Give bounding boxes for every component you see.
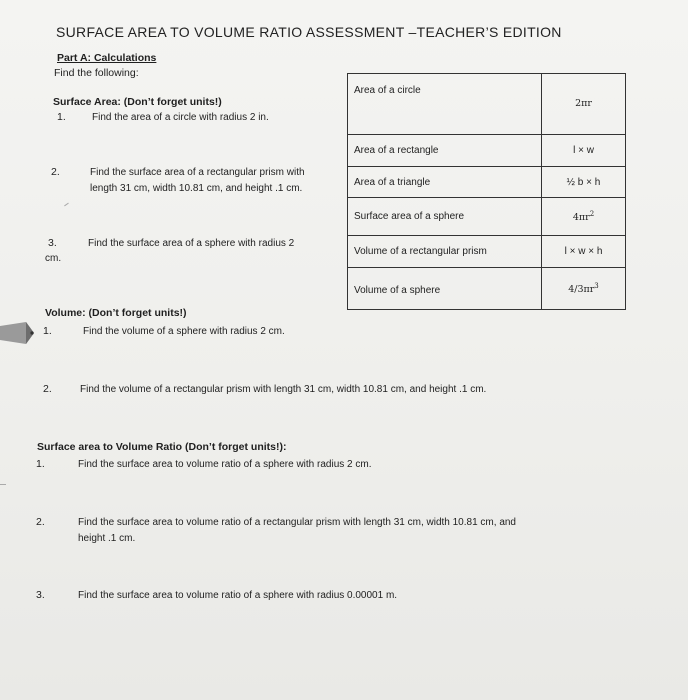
sa-q3-line2: cm.	[45, 253, 62, 264]
shape-cell: Area of a triangle	[348, 166, 542, 198]
shape-cell: Surface area of a sphere	[348, 198, 542, 235]
formula-base: 4πr	[572, 212, 590, 224]
vol-q1-number: 1.	[43, 325, 52, 337]
ratio-q1-number: 1.	[36, 458, 45, 470]
table-row	[348, 74, 626, 135]
formula-cell: l × w	[542, 134, 626, 166]
vol-q2-text: Find the volume of a rectangular prism with length 31 cm, width 10.81 cm, and height .1 cm.	[80, 384, 487, 395]
ratio-q3-text: Find the surface area to volume ratio of a sphere with radius 0.00001 m.	[78, 590, 398, 601]
shape-cell: Volume of a rectangular prism	[348, 235, 542, 267]
pencil-mark	[64, 203, 69, 207]
vol-q2-number: 2.	[43, 383, 52, 395]
formula-cell: 2πr	[542, 74, 626, 135]
ratio-q2-line1: Find the surface area to volume ratio of a rectangular prism with length 31 cm, width 10.81 cm, and	[78, 517, 516, 528]
sa-q2-number: 2.	[51, 166, 60, 178]
shape-cell: Area of a circle	[348, 74, 542, 135]
sa-q2-line2: length 31 cm, width 10.81 cm, and height .1 cm.	[90, 183, 303, 194]
sa-q2-line1: Find the surface area of a rectangular prism with	[90, 167, 305, 178]
formula-cell: l × w × h	[542, 235, 626, 267]
volume-heading: Volume: (Don’t forget units!)	[45, 307, 187, 319]
formula-cell	[542, 198, 626, 235]
formula-exponent: 2	[589, 210, 595, 219]
pencil-mark	[0, 484, 6, 485]
sa-q1-number: 1.	[57, 111, 66, 123]
table-row	[348, 267, 626, 309]
ratio-q1-text: Find the surface area to volume ratio of a sphere with radius 2 cm.	[78, 459, 372, 470]
ratio-q2-number: 2.	[36, 516, 45, 528]
shape-cell: Volume of a sphere	[348, 267, 542, 309]
page-title: SURFACE AREA TO VOLUME RATIO ASSESSMENT –TEACHER’S EDITION	[56, 24, 562, 40]
shape-cell: Area of a rectangle	[348, 134, 542, 166]
sa-q1-text: Find the area of a circle with radius 2 in.	[92, 112, 269, 123]
sa-q3-number: 3.	[48, 237, 57, 249]
vol-q1-text: Find the volume of a sphere with radius 2 cm.	[83, 326, 285, 337]
table-row	[348, 134, 626, 166]
sa-q3-line1: Find the surface area of a sphere with radius 2	[88, 238, 295, 249]
formula-cell	[542, 267, 626, 309]
formula-base: 4/3πr	[568, 283, 595, 295]
table-row	[348, 235, 626, 267]
formula-reference-table	[347, 73, 626, 310]
ratio-q2-line2: height .1 cm.	[78, 533, 136, 544]
pencil-tip-icon	[0, 320, 34, 346]
part-a-intro: Find the following:	[54, 67, 139, 79]
part-a-heading: Part A: Calculations	[57, 52, 157, 64]
surface-area-heading: Surface Area: (Don’t forget units!)	[53, 96, 222, 108]
formula-cell: ½ b × h	[542, 166, 626, 198]
ratio-q3-number: 3.	[36, 589, 45, 601]
table-row	[348, 198, 626, 235]
formula-exponent: 3	[594, 281, 599, 290]
table-row	[348, 166, 626, 198]
ratio-heading: Surface area to Volume Ratio (Don’t forget units!):	[37, 441, 287, 453]
